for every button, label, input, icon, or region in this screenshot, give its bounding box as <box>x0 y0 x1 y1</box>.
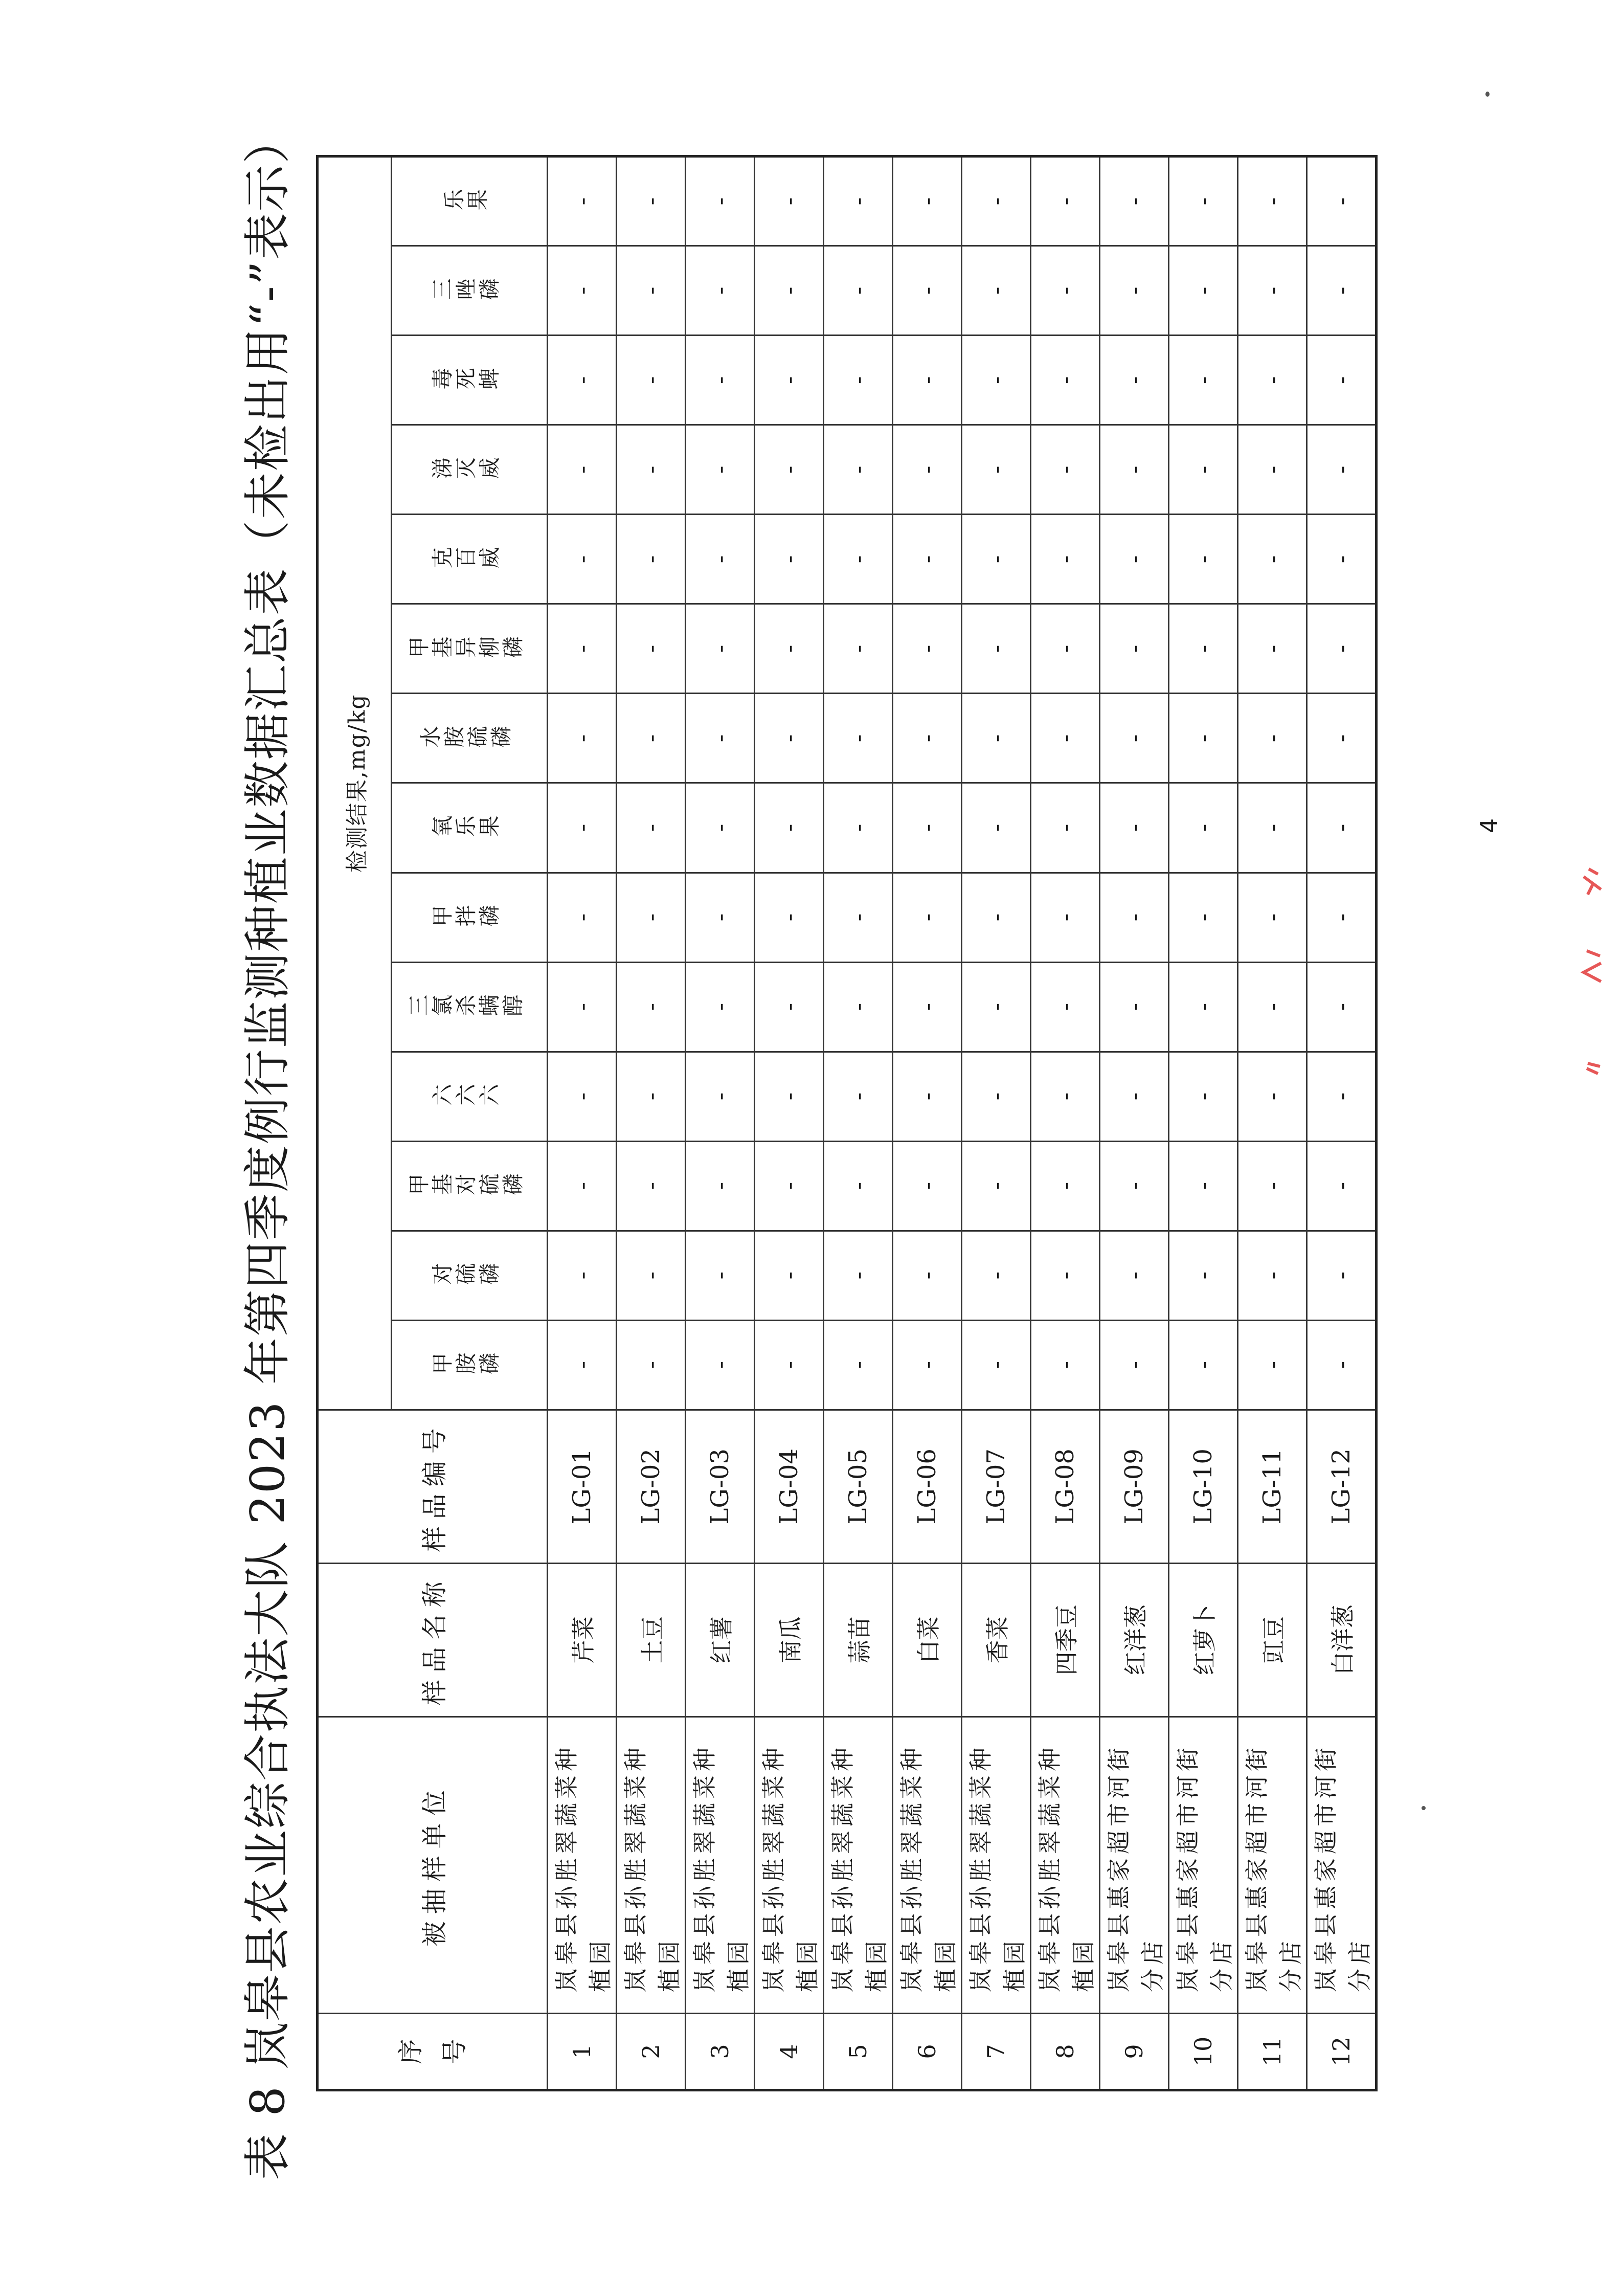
row-result: - <box>1238 783 1307 873</box>
row-unit: 岚皋县惠家超市河街分店 <box>1238 1717 1307 2013</box>
row-result: - <box>1169 873 1238 962</box>
row-result: - <box>548 157 617 246</box>
row-result: - <box>1169 515 1238 604</box>
row-result: - <box>617 1141 686 1231</box>
row-unit: 岚皋县孙胜翠蔬菜种植园 <box>548 1717 617 2013</box>
row-result: - <box>1169 157 1238 246</box>
row-result: - <box>1307 1231 1377 1320</box>
row-result: - <box>1307 873 1377 962</box>
row-result: - <box>686 246 755 336</box>
pesticide-header <box>392 873 548 962</box>
row-result: - <box>893 1231 962 1320</box>
row-result: - <box>1307 1052 1377 1141</box>
table-row <box>1238 157 1307 2090</box>
row-result: - <box>962 604 1031 694</box>
row-result: - <box>1031 1231 1100 1320</box>
row-sample-name: 芹菜 <box>548 1563 617 1717</box>
row-result: - <box>1100 873 1169 962</box>
row-result: - <box>962 1052 1031 1141</box>
row-result: - <box>962 1141 1031 1231</box>
row-result: - <box>893 246 962 336</box>
scan-speck <box>1485 92 1490 97</box>
row-unit: 岚皋县孙胜翠蔬菜种植园 <box>824 1717 893 2013</box>
table-row <box>548 157 617 2090</box>
row-result: - <box>686 1052 755 1141</box>
row-sample-name: 蒜苗 <box>824 1563 893 1717</box>
row-result: - <box>617 873 686 962</box>
row-result: - <box>1169 1231 1238 1320</box>
row-result: - <box>893 694 962 783</box>
data-table <box>316 155 1378 2091</box>
row-result: - <box>893 783 962 873</box>
row-result: - <box>962 157 1031 246</box>
pesticide-label: 乐果 <box>443 188 490 214</box>
row-seq: 2 <box>617 2013 686 2090</box>
row-result: - <box>1169 336 1238 425</box>
row-result: - <box>893 157 962 246</box>
row-seq: 1 <box>548 2013 617 2090</box>
row-result: - <box>755 694 824 783</box>
row-result: - <box>1031 246 1100 336</box>
pesticide-label: 水胺硫磷 <box>419 725 513 751</box>
pesticide-header <box>392 783 548 873</box>
row-result: - <box>548 515 617 604</box>
row-result: - <box>1238 694 1307 783</box>
row-result: - <box>824 1231 893 1320</box>
row-result: - <box>893 425 962 515</box>
row-result: - <box>962 962 1031 1052</box>
row-result: - <box>548 1141 617 1231</box>
table-row <box>755 157 824 2090</box>
pesticide-label: 氧乐果 <box>431 815 502 840</box>
row-result: - <box>1100 604 1169 694</box>
row-result: - <box>686 1231 755 1320</box>
row-result: - <box>755 336 824 425</box>
pesticide-header <box>392 694 548 783</box>
row-result: - <box>1100 962 1169 1052</box>
row-result: - <box>893 1141 962 1231</box>
row-result: - <box>962 1231 1031 1320</box>
row-result: - <box>1031 515 1100 604</box>
row-result: - <box>1238 246 1307 336</box>
row-result: - <box>755 1231 824 1320</box>
table-row <box>1031 157 1100 2090</box>
row-result: - <box>1307 425 1377 515</box>
pesticide-label: 对硫磷 <box>431 1262 502 1288</box>
row-result: - <box>617 515 686 604</box>
page-number: 4 <box>1475 818 1503 833</box>
table-header <box>318 157 548 2090</box>
row-result: - <box>962 425 1031 515</box>
row-seq: 6 <box>893 2013 962 2090</box>
row-result: - <box>755 246 824 336</box>
row-sample-name: 红萝卜 <box>1169 1563 1238 1717</box>
row-result: - <box>1100 425 1169 515</box>
row-seq: 5 <box>824 2013 893 2090</box>
row-sample-code: LG-07 <box>962 1410 1031 1563</box>
row-result: - <box>824 604 893 694</box>
row-result: - <box>548 604 617 694</box>
row-result: - <box>1031 873 1100 962</box>
row-result: - <box>893 515 962 604</box>
row-result: - <box>1307 1141 1377 1231</box>
table-row <box>686 157 755 2090</box>
header-sample-name: 样品名称 <box>318 1563 548 1717</box>
row-result: - <box>1307 515 1377 604</box>
row-result: - <box>893 873 962 962</box>
row-result: - <box>617 246 686 336</box>
row-result: - <box>1100 515 1169 604</box>
row-result: - <box>1238 873 1307 962</box>
row-result: - <box>1238 336 1307 425</box>
row-result: - <box>1100 694 1169 783</box>
row-sample-name: 四季豆 <box>1031 1563 1100 1717</box>
row-sample-name: 白洋葱 <box>1307 1563 1377 1717</box>
row-sample-code: LG-06 <box>893 1410 962 1563</box>
header-seq <box>318 2013 548 2090</box>
row-result: - <box>1169 1320 1238 1410</box>
row-result: - <box>1307 157 1377 246</box>
row-result: - <box>617 783 686 873</box>
row-result: - <box>617 1052 686 1141</box>
row-result: - <box>548 246 617 336</box>
row-result: - <box>1169 425 1238 515</box>
row-result: - <box>893 962 962 1052</box>
row-sample-code: LG-10 <box>1169 1410 1238 1563</box>
row-seq: 11 <box>1238 2013 1307 2090</box>
row-result: - <box>824 1141 893 1231</box>
row-result: - <box>824 873 893 962</box>
row-unit: 岚皋县惠家超市河街分店 <box>1169 1717 1238 2013</box>
row-sample-name: 土豆 <box>617 1563 686 1717</box>
pesticide-label: 毒死蜱 <box>431 367 502 393</box>
row-result: - <box>1031 1141 1100 1231</box>
row-result: - <box>617 336 686 425</box>
row-result: - <box>755 515 824 604</box>
row-result: - <box>824 962 893 1052</box>
row-result: - <box>1307 783 1377 873</box>
table-row <box>962 157 1031 2090</box>
table-row <box>617 157 686 2090</box>
row-seq: 7 <box>962 2013 1031 2090</box>
row-result: - <box>1100 783 1169 873</box>
row-result: - <box>617 1231 686 1320</box>
row-unit: 岚皋县孙胜翠蔬菜种植园 <box>893 1717 962 2013</box>
row-result: - <box>1238 1052 1307 1141</box>
row-result: - <box>1238 425 1307 515</box>
row-result: - <box>1031 336 1100 425</box>
row-result: - <box>962 1320 1031 1410</box>
row-result: - <box>824 425 893 515</box>
pesticide-header <box>392 515 548 604</box>
pesticide-header <box>392 336 548 425</box>
row-result: - <box>755 157 824 246</box>
row-sample-code: LG-03 <box>686 1410 755 1563</box>
row-unit: 岚皋县孙胜翠蔬菜种植园 <box>1031 1717 1100 2013</box>
header-sample-code: 样品编号 <box>318 1410 548 1563</box>
row-result: - <box>824 157 893 246</box>
row-result: - <box>962 336 1031 425</box>
header-unit: 被抽样单位 <box>318 1717 548 2013</box>
row-result: - <box>755 873 824 962</box>
stamp-fragment-icon <box>1577 864 1608 1079</box>
row-sample-code: LG-02 <box>617 1410 686 1563</box>
pesticide-header <box>392 1052 548 1141</box>
row-result: - <box>617 1320 686 1410</box>
row-sample-name: 红洋葱 <box>1100 1563 1169 1717</box>
row-result: - <box>617 425 686 515</box>
row-result: - <box>1100 1320 1169 1410</box>
table-row <box>1100 157 1169 2090</box>
row-result: - <box>1100 157 1169 246</box>
pesticide-label: 三唑磷 <box>431 278 502 303</box>
row-unit: 岚皋县孙胜翠蔬菜种植园 <box>617 1717 686 2013</box>
row-result: - <box>1169 246 1238 336</box>
row-result: - <box>1031 694 1100 783</box>
row-result: - <box>1169 962 1238 1052</box>
row-result: - <box>686 515 755 604</box>
row-result: - <box>1238 962 1307 1052</box>
row-result: - <box>686 1320 755 1410</box>
row-result: - <box>686 783 755 873</box>
row-result: - <box>548 336 617 425</box>
row-result: - <box>755 1141 824 1231</box>
row-result: - <box>686 604 755 694</box>
row-sample-code: LG-05 <box>824 1410 893 1563</box>
row-sample-code: LG-09 <box>1100 1410 1169 1563</box>
row-result: - <box>893 1052 962 1141</box>
row-result: - <box>824 246 893 336</box>
row-result: - <box>1031 1052 1100 1141</box>
row-result: - <box>548 1320 617 1410</box>
row-result: - <box>755 425 824 515</box>
header-results: 检测结果,mg/kg <box>318 157 392 1410</box>
row-result: - <box>755 604 824 694</box>
pesticide-label: 六六六 <box>431 1083 502 1109</box>
row-result: - <box>1307 962 1377 1052</box>
pesticide-header <box>392 246 548 336</box>
table-row <box>1307 157 1377 2090</box>
table-row <box>824 157 893 2090</box>
row-seq: 8 <box>1031 2013 1100 2090</box>
row-sample-name: 红薯 <box>686 1563 755 1717</box>
row-result: - <box>1100 1052 1169 1141</box>
table-row <box>1169 157 1238 2090</box>
row-result: - <box>1100 1231 1169 1320</box>
row-result: - <box>1031 783 1100 873</box>
row-result: - <box>686 157 755 246</box>
row-result: - <box>1169 783 1238 873</box>
row-result: - <box>1238 1320 1307 1410</box>
row-result: - <box>1031 604 1100 694</box>
row-seq: 12 <box>1307 2013 1377 2090</box>
row-result: - <box>755 1320 824 1410</box>
row-result: - <box>1169 1052 1238 1141</box>
row-result: - <box>824 783 893 873</box>
row-seq: 10 <box>1169 2013 1238 2090</box>
row-sample-name: 豇豆 <box>1238 1563 1307 1717</box>
row-result: - <box>1307 604 1377 694</box>
row-seq: 9 <box>1100 2013 1169 2090</box>
row-result: - <box>1307 246 1377 336</box>
row-unit: 岚皋县惠家超市河街分店 <box>1100 1717 1169 2013</box>
row-result: - <box>824 694 893 783</box>
row-unit: 岚皋县孙胜翠蔬菜种植园 <box>686 1717 755 2013</box>
row-result: - <box>617 157 686 246</box>
row-result: - <box>962 694 1031 783</box>
row-result: - <box>548 425 617 515</box>
row-sample-name: 香菜 <box>962 1563 1031 1717</box>
row-unit: 岚皋县孙胜翠蔬菜种植园 <box>962 1717 1031 2013</box>
header-seq-line1: 序 <box>396 2038 425 2064</box>
pesticide-label: 甲基异柳磷 <box>408 636 525 661</box>
row-result: - <box>962 783 1031 873</box>
row-result: - <box>755 783 824 873</box>
pesticide-header <box>392 1231 548 1320</box>
row-sample-name: 南瓜 <box>755 1563 824 1717</box>
row-result: - <box>893 336 962 425</box>
pesticide-label: 甲基对硫磷 <box>408 1173 525 1198</box>
row-result: - <box>1031 425 1100 515</box>
row-result: - <box>1238 157 1307 246</box>
row-result: - <box>1307 336 1377 425</box>
row-result: - <box>548 962 617 1052</box>
row-unit: 岚皋县孙胜翠蔬菜种植园 <box>755 1717 824 2013</box>
row-result: - <box>1307 694 1377 783</box>
row-result: - <box>686 873 755 962</box>
row-sample-code: LG-11 <box>1238 1410 1307 1563</box>
pesticide-label: 甲胺磷 <box>431 1352 502 1377</box>
pesticide-header <box>392 1320 548 1410</box>
row-result: - <box>893 1320 962 1410</box>
row-result: - <box>686 962 755 1052</box>
row-result: - <box>686 336 755 425</box>
row-result: - <box>962 515 1031 604</box>
row-result: - <box>548 1052 617 1141</box>
row-result: - <box>824 336 893 425</box>
row-result: - <box>1169 694 1238 783</box>
row-result: - <box>824 1052 893 1141</box>
row-sample-code: LG-12 <box>1307 1410 1377 1563</box>
row-sample-code: LG-08 <box>1031 1410 1100 1563</box>
row-result: - <box>1238 1231 1307 1320</box>
row-result: - <box>1238 515 1307 604</box>
row-result: - <box>1100 336 1169 425</box>
row-sample-name: 白菜 <box>893 1563 962 1717</box>
row-result: - <box>824 515 893 604</box>
row-sample-code: LG-01 <box>548 1410 617 1563</box>
row-result: - <box>824 1320 893 1410</box>
table-row <box>893 157 962 2090</box>
row-result: - <box>548 873 617 962</box>
row-result: - <box>755 1052 824 1141</box>
table-title: 表 8 岚皋县农业综合执法大队 2023 年第四季度例行监测种植业数据汇总表（未检出用“-”表示） <box>240 116 295 2180</box>
red-stamp-mark <box>1575 864 1606 1079</box>
row-result: - <box>686 425 755 515</box>
row-result: - <box>548 1231 617 1320</box>
table-body <box>548 157 1377 2090</box>
row-result: - <box>686 1141 755 1231</box>
pesticide-header <box>392 962 548 1052</box>
row-result: - <box>1100 1141 1169 1231</box>
pesticide-header <box>392 604 548 694</box>
row-result: - <box>1100 246 1169 336</box>
row-result: - <box>1307 1320 1377 1410</box>
pesticide-label: 涕灭威 <box>431 457 502 482</box>
row-result: - <box>962 873 1031 962</box>
row-result: - <box>1238 1141 1307 1231</box>
row-result: - <box>548 783 617 873</box>
row-unit: 岚皋县惠家超市河街分店 <box>1307 1717 1377 2013</box>
row-result: - <box>1238 604 1307 694</box>
row-result: - <box>1169 604 1238 694</box>
pesticide-label: 三氯杀螨醇 <box>408 994 525 1019</box>
pesticide-label: 克百威 <box>431 546 502 572</box>
row-seq: 4 <box>755 2013 824 2090</box>
row-result: - <box>962 246 1031 336</box>
row-result: - <box>617 604 686 694</box>
header-seq-line2: 号 <box>440 2038 469 2064</box>
row-result: - <box>617 962 686 1052</box>
pesticide-header <box>392 157 548 246</box>
row-result: - <box>755 962 824 1052</box>
row-result: - <box>1031 962 1100 1052</box>
row-result: - <box>686 694 755 783</box>
scan-speck <box>1422 1806 1426 1810</box>
pesticide-label: 甲拌磷 <box>431 904 502 930</box>
pesticide-header <box>392 425 548 515</box>
pesticide-header <box>392 1141 548 1231</box>
row-result: - <box>617 694 686 783</box>
row-result: - <box>1031 157 1100 246</box>
row-result: - <box>548 694 617 783</box>
row-sample-code: LG-04 <box>755 1410 824 1563</box>
row-result: - <box>893 604 962 694</box>
row-result: - <box>1169 1141 1238 1231</box>
row-result: - <box>1031 1320 1100 1410</box>
row-seq: 3 <box>686 2013 755 2090</box>
